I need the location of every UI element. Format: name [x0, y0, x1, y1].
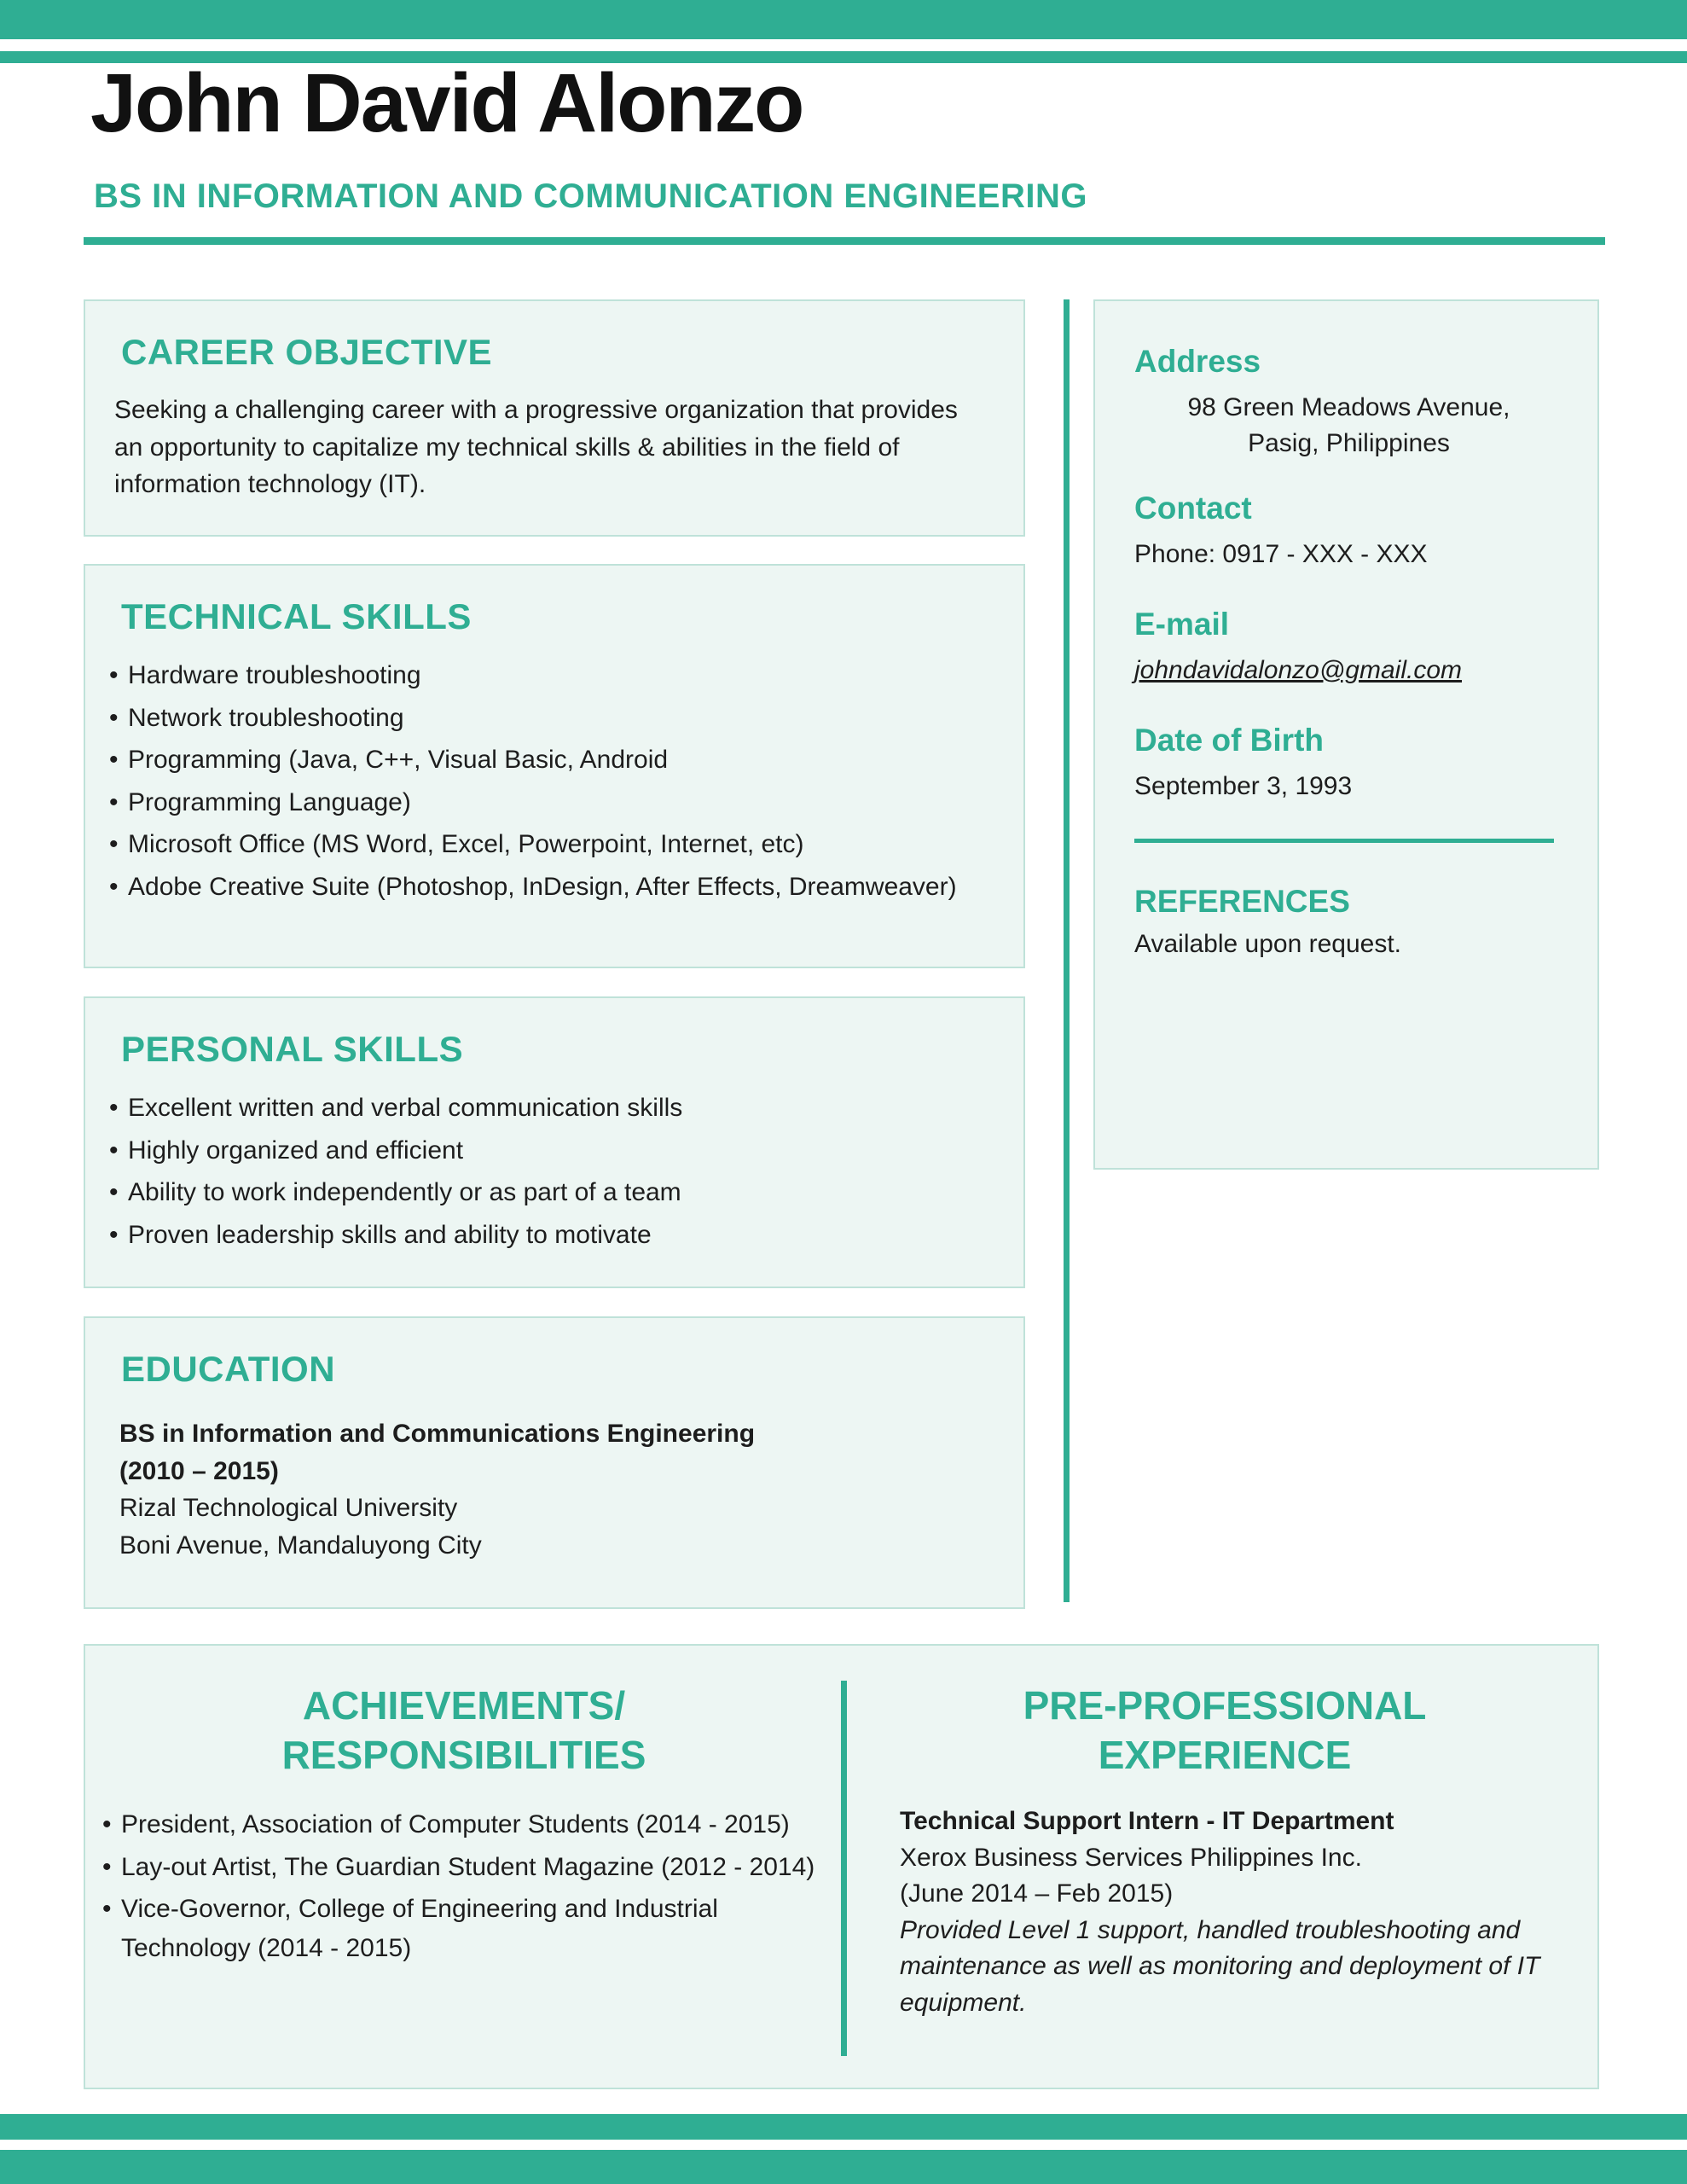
address-value	[1134, 390, 1563, 462]
contact-sidebar-panel	[1093, 299, 1599, 1170]
list-item: • Hardware troubleshooting	[109, 656, 993, 695]
personal-skills-panel	[84, 996, 1025, 1288]
experience-company: Xerox Business Services Philippines Inc.	[900, 1843, 1362, 1872]
education-details	[119, 1415, 991, 1564]
date-of-birth-label: Date of Birth	[1134, 723, 1324, 758]
references-label: REFERENCES	[1134, 884, 1350, 919]
education-years: (2010 – 2015)	[119, 1456, 279, 1485]
personal-skills-title: PERSONAL SKILLS	[121, 1029, 464, 1069]
bottom-column-divider	[841, 1681, 847, 2056]
experience-title-line1: PRE-PROFESSIONAL	[1023, 1683, 1427, 1728]
experience-description: Provided Level 1 support, handled troubleshooting and maintenance as well as monitoring and deployment of IT equipment.	[900, 1915, 1540, 2017]
phone-value: Phone: 0917 - XXX - XXX	[1134, 540, 1428, 568]
achievements-title-line1: ACHIEVEMENTS/	[302, 1683, 626, 1728]
list-item: • Adobe Creative Suite (Photoshop, InDesign, After Effects, Dreamweaver)	[109, 868, 993, 907]
achievements-list	[85, 1805, 843, 1967]
list-item: • Ability to work independently or as part of a team	[109, 1173, 993, 1212]
experience-details	[900, 1804, 1567, 2022]
date-of-birth-value: September 3, 1993	[1134, 772, 1353, 800]
achievements-column	[85, 1646, 843, 2088]
list-item: • President, Association of Computer Students (2014 - 2015)	[102, 1805, 817, 1844]
contact-label: Contact	[1134, 491, 1252, 526]
address-line-2: Pasig, Philippines	[1248, 429, 1450, 457]
list-item: • Excellent written and verbal communication skills	[109, 1089, 993, 1128]
list-item: • Microsoft Office (MS Word, Excel, Powerpoint, Internet, etc)	[109, 825, 993, 864]
list-item: • Programming Language)	[109, 783, 993, 822]
technical-skills-list	[85, 656, 1023, 907]
list-item: • Network troubleshooting	[109, 699, 993, 738]
education-title: EDUCATION	[121, 1349, 336, 1389]
education-school: Rizal Technological University	[119, 1494, 458, 1522]
sidebar-divider	[1134, 839, 1554, 843]
email-label: E-mail	[1134, 607, 1230, 642]
career-objective-panel	[84, 299, 1025, 537]
experience-title-line2: EXPERIENCE	[1098, 1732, 1352, 1777]
bottom-accent-line	[0, 2114, 1687, 2140]
experience-title	[849, 1682, 1601, 1780]
experience-column	[849, 1646, 1601, 2088]
list-item: • Highly organized and efficient	[109, 1131, 993, 1170]
technical-skills-panel	[84, 564, 1025, 968]
top-accent-band	[0, 0, 1687, 39]
list-item: • Programming (Java, C++, Visual Basic, Android	[109, 741, 993, 780]
career-objective-body: Seeking a challenging career with a progressive organization that provides an opportunity to capitalize my technical skills & abilities in the field of information technology (IT).	[114, 396, 958, 498]
education-location: Boni Avenue, Mandaluyong City	[119, 1531, 482, 1560]
bottom-accent-band	[0, 2150, 1687, 2184]
references-value: Available upon request.	[1134, 930, 1402, 958]
experience-role: Technical Support Intern - IT Department	[900, 1807, 1394, 1835]
list-item: • Lay-out Artist, The Guardian Student Magazine (2012 - 2014)	[102, 1848, 817, 1887]
career-objective-title: CAREER OBJECTIVE	[121, 332, 493, 372]
header-rule	[84, 237, 1605, 245]
education-degree: BS in Information and Communications Engineering	[119, 1420, 756, 1448]
candidate-name: John David Alonzo	[90, 56, 803, 149]
education-panel	[84, 1316, 1025, 1609]
address-line-1: 98 Green Meadows Avenue,	[1187, 393, 1510, 421]
achievements-title-line2: RESPONSIBILITIES	[281, 1732, 646, 1777]
email-link[interactable]: johndavidalonzo@gmail.com	[1134, 656, 1462, 684]
address-label: Address	[1134, 344, 1261, 379]
technical-skills-title: TECHNICAL SKILLS	[121, 596, 472, 636]
personal-skills-list	[85, 1089, 1023, 1254]
list-item: • Proven leadership skills and ability to motivate	[109, 1216, 993, 1255]
list-item: • Vice-Governor, College of Engineering and Industrial Technology (2014 - 2015)	[102, 1890, 817, 1967]
candidate-degree: BS IN INFORMATION AND COMMUNICATION ENGINEERING	[94, 177, 1087, 215]
column-divider	[1064, 299, 1070, 1602]
achievements-title	[85, 1682, 843, 1780]
experience-period: (June 2014 – Feb 2015)	[900, 1879, 1174, 1908]
